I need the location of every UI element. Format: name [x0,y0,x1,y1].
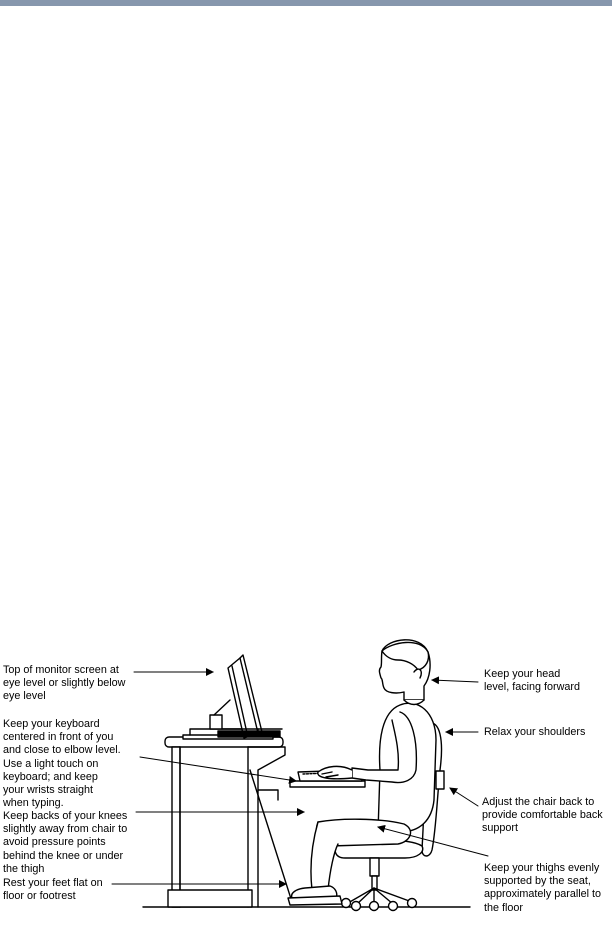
footrest [288,896,342,905]
arrow-chair-back [450,788,478,806]
desk [165,737,292,907]
arrow-head [432,680,478,682]
annotation-monitor: Top of monitor screen at eye level or slightly below eye level [3,664,126,703]
annotation-knees: Keep backs of your knees slightly away from chair to avoid pressure points behind the knee or under the thigh [3,810,128,875]
arrow-keyboard [140,757,296,781]
monitor [183,655,273,739]
annotation-keyboard: Keep your keyboard centered in front of you and close to elbow level. Use a light touch on keyboard; and keep your wrists straight when typing. [3,718,121,810]
seated-person [292,640,436,898]
annotation-shoulders: Relax your shoulders [484,726,586,738]
annotation-head: Keep your head level, facing forward [484,668,581,694]
annotation-feet: Rest your feet flat on floor or footrest [3,877,103,903]
annotation-chair-back: Adjust the chair back to provide comfortable back support [482,796,603,835]
annotation-thighs: Keep your thighs evenly supported by the seat, approximately parallel to the floor [484,862,602,914]
